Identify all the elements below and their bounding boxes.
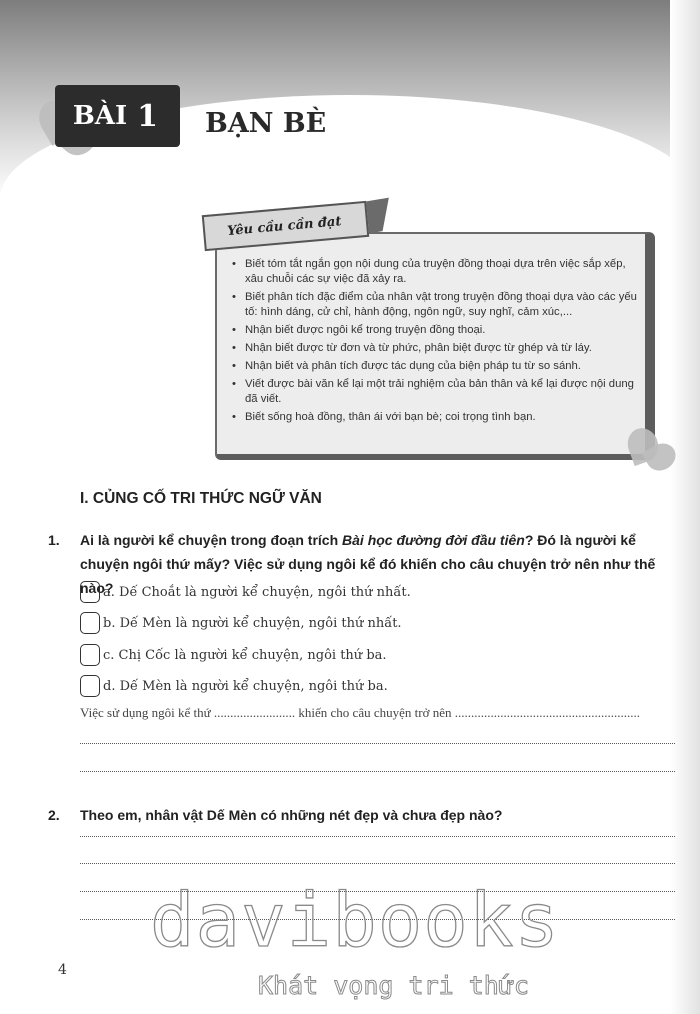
lesson-number: 1 xyxy=(137,98,158,134)
checkbox[interactable] xyxy=(80,612,100,634)
requirement-item: • Nhận biết được từ đơn và từ phức, phân biệt được từ ghép và từ láy. xyxy=(228,341,640,356)
fill-in-sentence[interactable]: Việc sử dụng ngôi kể thứ ......................... khiến cho câu chuyện trở nên ......................................................... xyxy=(80,705,640,720)
question-number: 2. xyxy=(48,807,60,823)
requirements-heading: Yêu cầu cần đạt xyxy=(202,201,370,251)
checkbox[interactable] xyxy=(80,644,100,666)
section-title: I. CỦNG CỐ TRI THỨC NGỮ VĂN xyxy=(80,490,322,507)
option-a[interactable] xyxy=(80,581,411,603)
requirement-item: • Viết được bài văn kể lại một trải nghiệm của bản thân và kể lại được nội dung đã viết. xyxy=(228,377,640,407)
option-label: b. Dế Mèn là người kể chuyện, ngôi thứ nhất. xyxy=(103,615,402,631)
requirement-item: • Nhận biết được ngôi kể trong truyện đồng thoại. xyxy=(228,323,640,338)
answer-line[interactable] xyxy=(80,743,675,744)
answer-line[interactable] xyxy=(80,771,675,772)
requirements-list xyxy=(228,257,640,428)
option-label: d. Dế Mèn là người kể chuyện, ngôi thứ ba. xyxy=(103,678,388,694)
requirement-item: • Biết phân tích đặc điểm của nhân vật trong truyện đồng thoại dựa vào các yếu tố: hình dáng, cử chỉ, hành động, ngôn ngữ, suy nghĩ, cảm xúc,... xyxy=(228,290,640,320)
option-b[interactable] xyxy=(80,612,402,634)
lesson-label: BÀI xyxy=(72,101,128,131)
watermark-slogan: Khát vọng tri thức xyxy=(258,971,529,1000)
requirement-item: • Nhận biết và phân tích được tác dụng của biện pháp tu từ so sánh. xyxy=(228,359,640,374)
option-label: a. Dế Choắt là người kể chuyện, ngôi thứ nhất. xyxy=(103,584,411,600)
question-text-part: Ai là người kể chuyện trong đoạn trích xyxy=(80,532,343,548)
option-label: c. Chị Cốc là người kể chuyện, ngôi thứ ba. xyxy=(103,647,387,663)
lesson-title: BẠN BÈ xyxy=(205,108,327,139)
lesson-badge xyxy=(55,85,180,147)
requirement-item: • Biết sống hoà đồng, thân ái với bạn bè; coi trọng tình bạn. xyxy=(228,410,640,425)
checkbox[interactable] xyxy=(80,675,100,697)
checkbox[interactable] xyxy=(80,581,100,603)
watermark-brand: davibooks xyxy=(150,878,560,964)
question-title-italic: Bài học đường đời đầu tiên xyxy=(342,532,525,548)
option-c[interactable] xyxy=(80,644,387,666)
page-number: 4 xyxy=(58,962,67,978)
question-text-part: ? Đó là người kể chuyện ngôi thứ mấy? Việc sử dụng ngôi kể đó khiến cho câu chuyện trở nên như thế nào? xyxy=(80,532,656,596)
question-text: Theo em, nhân vật Dế Mèn có những nét đẹp và chưa đẹp nào? xyxy=(80,807,503,823)
option-d[interactable] xyxy=(80,675,388,697)
requirement-item: • Biết tóm tắt ngắn gọn nội dung của truyện đồng thoại dựa trên việc sắp xếp, xâu chuỗi các sự việc đã xảy ra. xyxy=(228,257,640,287)
question-2 xyxy=(48,803,688,827)
answer-line[interactable] xyxy=(80,836,675,837)
page-edge-shadow xyxy=(670,0,700,1014)
answer-line[interactable] xyxy=(80,863,675,864)
question-number: 1. xyxy=(48,532,60,548)
